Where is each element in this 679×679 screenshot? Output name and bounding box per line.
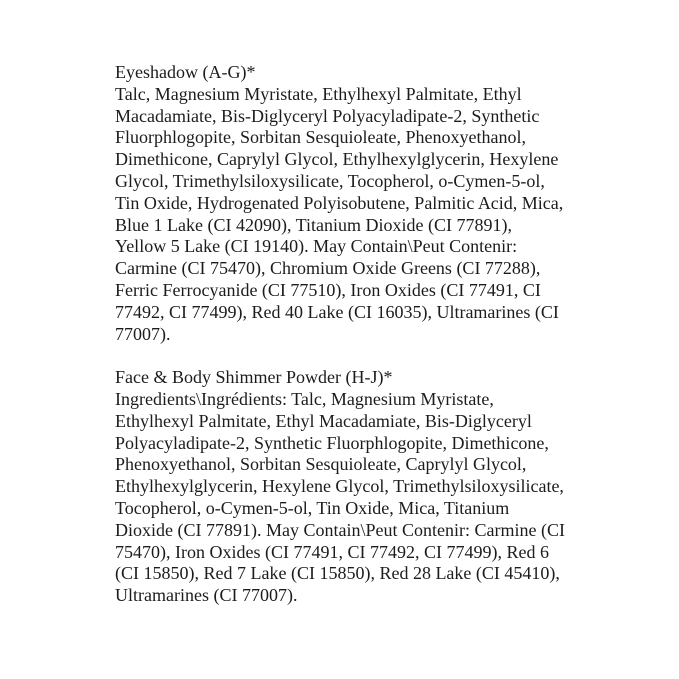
text-line: 77007). — [115, 323, 171, 344]
text-line: Dimethicone, Caprylyl Glycol, Ethylhexylglycerin, Hexylene — [115, 149, 559, 170]
text-line: Talc, Magnesium Myristate, Ethylhexyl Palmitate, Ethyl — [115, 83, 522, 104]
text-line: Macadamiate, Bis-Diglyceryl Polyacyladipate-2, Synthetic — [115, 105, 540, 126]
text-line: 77492, CI 77499), Red 40 Lake (CI 16035), Ultramarines (CI — [115, 301, 559, 322]
text-line: Tocopherol, o-Cymen-5-ol, Tin Oxide, Mica, Titanium — [115, 497, 510, 518]
text-line: Ethylhexylglycerin, Hexylene Glycol, Trimethylsiloxysilicate, — [115, 476, 564, 497]
text-line: Yellow 5 Lake (CI 19140). May Contain\Peut Contenir: — [115, 236, 518, 257]
section-shimmer-powder-body — [115, 389, 585, 607]
text-line: Blue 1 Lake (CI 42090), Titanium Dioxide (CI 77891), — [115, 214, 512, 235]
text-line: 75470), Iron Oxides (CI 77491, CI 77492, CI 77499), Red 6 — [115, 541, 549, 562]
text-line: Polyacyladipate-2, Synthetic Fluorphlogopite, Dimethicone, — [115, 432, 549, 453]
text-line: Ferric Ferrocyanide (CI 77510), Iron Oxides (CI 77491, CI — [115, 279, 541, 300]
section-shimmer-powder — [115, 367, 585, 607]
text-line: Carmine (CI 75470), Chromium Oxide Greens (CI 77288), — [115, 258, 541, 279]
section-eyeshadow-title: Eyeshadow (A-G)* — [115, 62, 256, 82]
text-line: Ultramarines (CI 77007). — [115, 585, 298, 606]
section-eyeshadow-body — [115, 84, 585, 346]
text-line: Ethylhexyl Palmitate, Ethyl Macadamiate, Bis-Diglyceryl — [115, 410, 532, 431]
text-line: Phenoxyethanol, Sorbitan Sesquioleate, Caprylyl Glycol, — [115, 454, 527, 475]
ingredient-list-document — [115, 62, 585, 607]
text-line: (CI 15850), Red 7 Lake (CI 15850), Red 28 Lake (CI 45410), — [115, 563, 560, 584]
text-line: Ingredients\Ingrédients: Talc, Magnesium Myristate, — [115, 388, 494, 409]
text-line: Fluorphlogopite, Sorbitan Sesquioleate, Phenoxyethanol, — [115, 127, 526, 148]
text-line: Glycol, Trimethylsiloxysilicate, Tocopherol, o-Cymen-5-ol, — [115, 170, 545, 191]
text-line: Tin Oxide, Hydrogenated Polyisobutene, Palmitic Acid, Mica, — [115, 192, 564, 213]
text-line: Dioxide (CI 77891). May Contain\Peut Contenir: Carmine (CI — [115, 519, 565, 540]
section-eyeshadow — [115, 62, 585, 345]
section-shimmer-powder-title: Face & Body Shimmer Powder (H-J)* — [115, 367, 393, 388]
